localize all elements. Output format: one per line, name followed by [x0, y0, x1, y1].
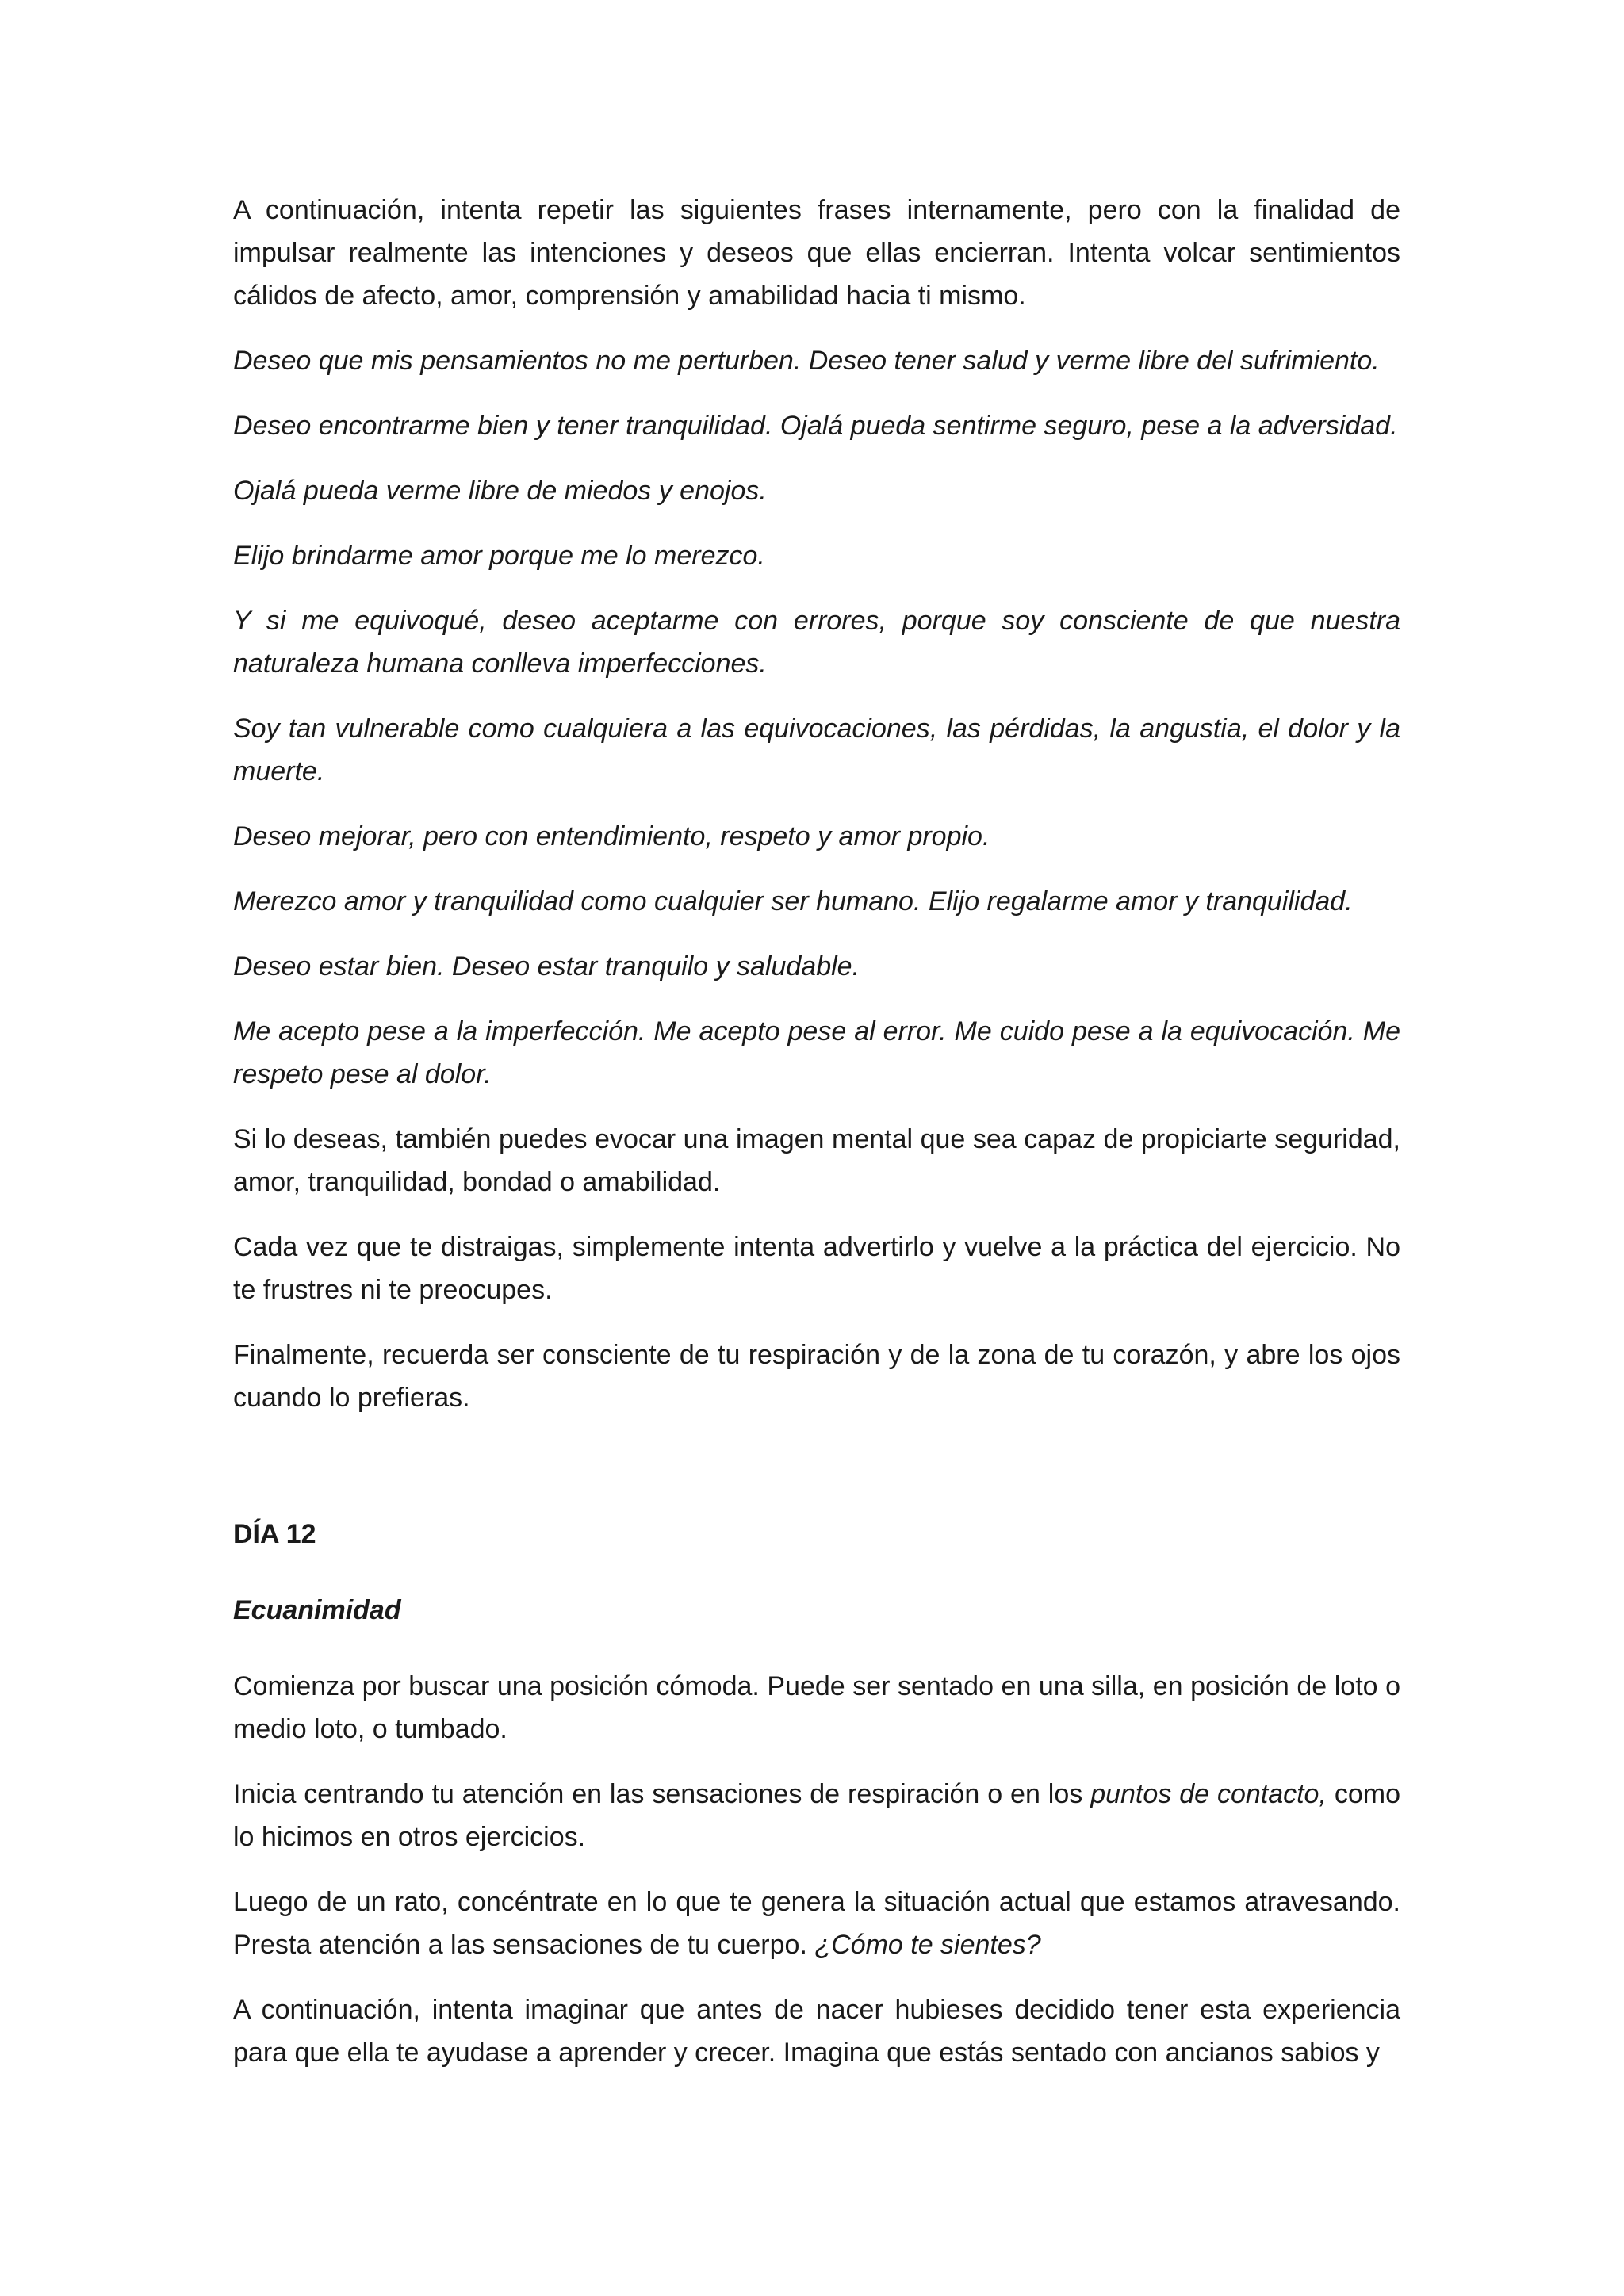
paragraph-text: Inicia centrando tu atención en las sensaciones de respiración o en los: [233, 1779, 1091, 1809]
section-subtitle: Ecuanimidad: [233, 1595, 401, 1625]
paragraph: A continuación, intenta imaginar que antes de nacer hubieses decidido tener esta experiencia para que ella te ayudase a aprender y crecer. Imagina que estás sentado con ancianos sabios y: [233, 1995, 1400, 2068]
paragraph: Cada vez que te distraigas, simplemente intenta advertirlo y vuelve a la práctica del ejercicio. No te frustres ni te preocupes.: [233, 1232, 1400, 1305]
emphasis-text: ¿Cómo te sientes?: [814, 1930, 1041, 1960]
paragraph: Finalmente, recuerda ser consciente de tu respiración y de la zona de tu corazón, y abre los ojos cuando lo prefieras.: [233, 1340, 1400, 1413]
page-content: [233, 189, 1400, 2096]
affirmation-paragraph: Deseo mejorar, pero con entendimiento, respeto y amor propio.: [233, 821, 990, 851]
emphasis-text: puntos de contacto,: [1090, 1779, 1327, 1809]
affirmation-paragraph: Y si me equivoqué, deseo aceptarme con errores, porque soy consciente de que nuestra naturaleza humana conlleva imperfecciones.: [233, 606, 1400, 679]
affirmation-paragraph: Elijo brindarme amor porque me lo merezco.: [233, 541, 765, 571]
section-heading: DÍA 12: [233, 1519, 316, 1549]
top-paragraphs: [233, 189, 1400, 1419]
affirmation-paragraph: Ojalá pueda verme libre de miedos y enojos.: [233, 476, 767, 506]
paragraph: [233, 1773, 1400, 1858]
affirmation-paragraph: Soy tan vulnerable como cualquiera a las equivocaciones, las pérdidas, la angustia, el dolor y la muerte.: [233, 714, 1400, 786]
paragraph: Si lo deseas, también puedes evocar una imagen mental que sea capaz de propiciarte seguridad, amor, tranquilidad, bondad o amabilidad.: [233, 1124, 1400, 1197]
affirmation-paragraph: Deseo que mis pensamientos no me perturben. Deseo tener salud y verme libre del sufrimiento.: [233, 346, 1380, 376]
paragraph: [233, 1881, 1400, 1966]
affirmation-paragraph: Me acepto pese a la imperfección. Me acepto pese al error. Me cuido pese a la equivocación. Me respeto pese al dolor.: [233, 1016, 1400, 1089]
affirmation-paragraph: Deseo estar bien. Deseo estar tranquilo y saludable.: [233, 951, 860, 982]
affirmation-paragraph: Deseo encontrarme bien y tener tranquilidad. Ojalá pueda sentirme seguro, pese a la adversidad.: [233, 411, 1398, 441]
paragraph-text: como lo hicimos en otros ejercicios.: [233, 1779, 1400, 1852]
paragraph: A continuación, intenta repetir las siguientes frases internamente, pero con la finalidad de impulsar realmente las intenciones y deseos que ellas encierran. Intenta volcar sentimientos cálidos de afecto, amor, comprensión y amabilidad hacia ti mismo.: [233, 195, 1400, 311]
paragraph: Comienza por buscar una posición cómoda. Puede ser sentado en una silla, en posición de loto o medio loto, o tumbado.: [233, 1671, 1400, 1744]
affirmation-paragraph: Merezco amor y tranquilidad como cualquier ser humano. Elijo regalarme amor y tranquilidad.: [233, 886, 1353, 916]
paragraph-text: Luego de un rato, concéntrate en lo que te genera la situación actual que estamos atravesando. Presta atención a las sensaciones de tu cuerpo.: [233, 1887, 1400, 1960]
